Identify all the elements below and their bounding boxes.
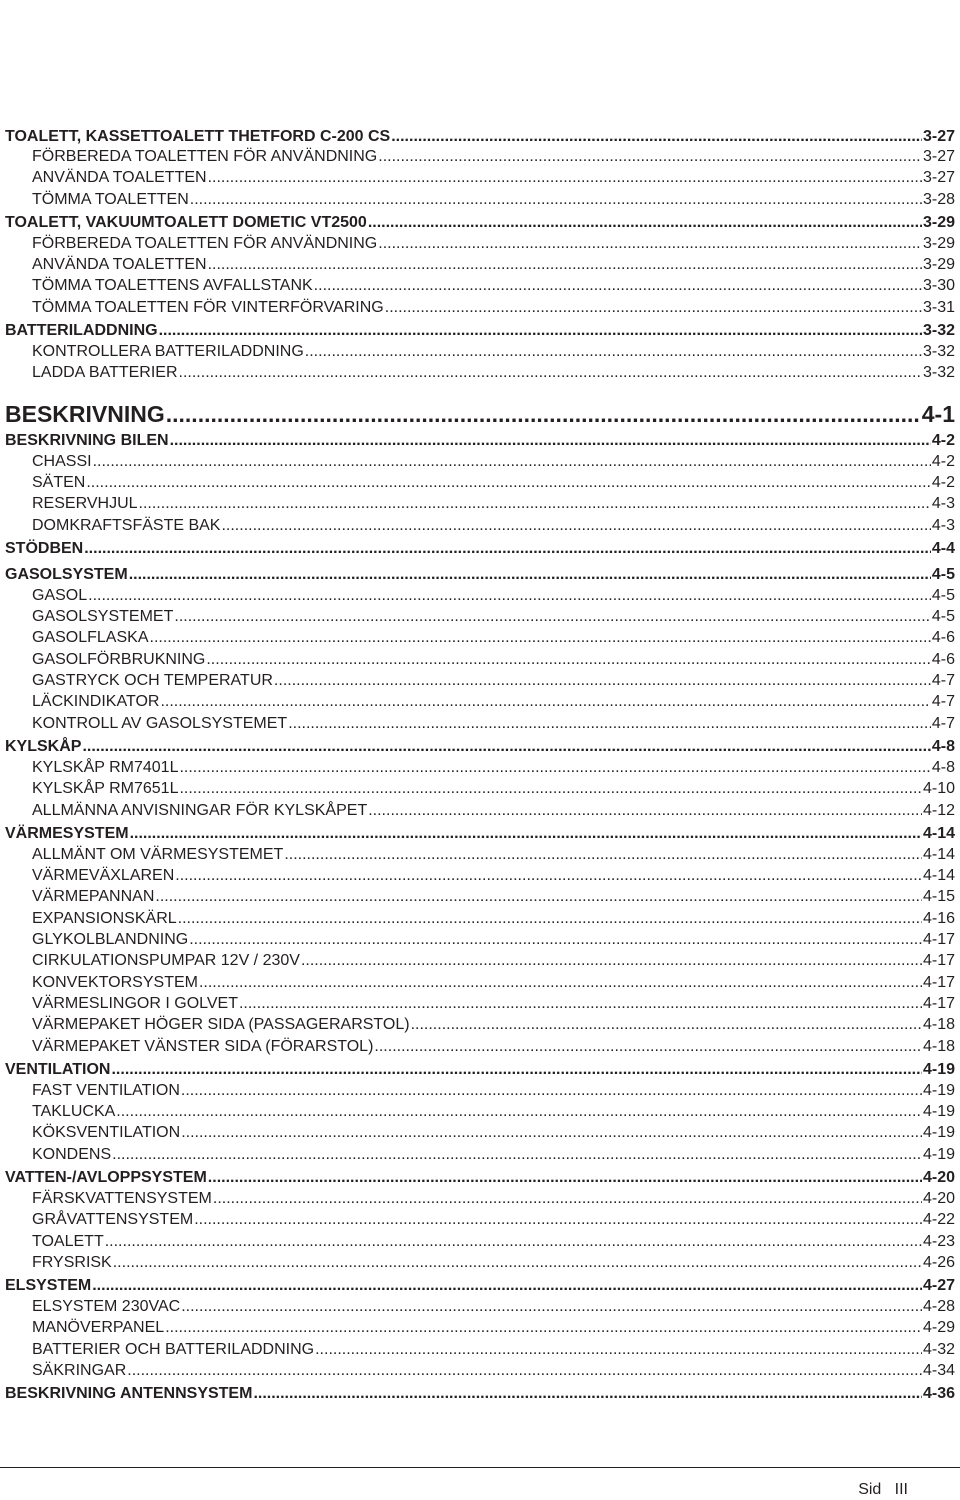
toc-leader-dots xyxy=(150,627,931,648)
toc-entry-title: SÄKRINGAR xyxy=(32,1362,127,1380)
toc-leader-dots xyxy=(179,757,930,778)
toc-entry-page: 3-27 xyxy=(922,128,955,145)
toc-leader-dots xyxy=(116,1101,922,1122)
toc-leader-dots xyxy=(86,472,931,493)
toc-entry-title: STÖDBEN xyxy=(5,539,84,557)
toc-leader-dots xyxy=(239,993,922,1014)
toc-leader-dots xyxy=(274,670,931,691)
footer-page-number xyxy=(858,1480,908,1500)
toc-entry-page: 4-20 xyxy=(922,1189,955,1207)
toc-entry-page: 4-15 xyxy=(922,888,955,906)
toc-subsection xyxy=(5,254,955,275)
toc-entry-page: 4-7 xyxy=(931,714,955,732)
toc-entry-title: KONTROLL AV GASOLSYSTEMET xyxy=(32,714,288,732)
toc-entry-page: 4-19 xyxy=(922,1081,955,1099)
toc-subsection xyxy=(5,1188,955,1209)
toc-leader-dots xyxy=(253,1381,922,1407)
toc-entry-title: VÄRMESLINGOR I GOLVET xyxy=(32,994,238,1012)
toc-leader-dots xyxy=(181,1122,922,1143)
toc-leader-dots xyxy=(113,1252,922,1273)
toc-subsection xyxy=(5,1339,955,1360)
toc-subsection xyxy=(5,606,955,627)
toc-entry-page: 3-29 xyxy=(922,234,955,252)
toc-subsection xyxy=(5,1144,955,1165)
toc-section xyxy=(5,1381,955,1407)
toc-entry-page: 4-3 xyxy=(931,516,955,534)
toc-subsection xyxy=(5,670,955,691)
toc-leader-dots xyxy=(155,886,922,907)
table-of-contents xyxy=(5,125,955,1407)
toc-entry-page: 4-7 xyxy=(931,672,955,690)
toc-entry-page: 3-30 xyxy=(922,277,955,295)
toc-entry-page: 4-28 xyxy=(922,1298,955,1316)
toc-subsection xyxy=(5,146,955,167)
toc-subsection xyxy=(5,297,955,318)
toc-leader-dots xyxy=(385,297,922,318)
toc-entry-title: ANVÄNDA TOALETTEN xyxy=(32,256,207,274)
toc-leader-dots xyxy=(314,275,922,296)
toc-subsection xyxy=(5,472,955,493)
toc-entry-page: 4-8 xyxy=(931,737,955,755)
toc-subsection xyxy=(5,1317,955,1338)
toc-entry-title: FAST VENTILATION xyxy=(32,1081,180,1099)
footer-page-value: III xyxy=(894,1481,908,1498)
toc-entry-page: 4-7 xyxy=(931,693,955,711)
toc-entry-title: GRÅVATTENSYSTEM xyxy=(32,1211,194,1229)
toc-entry-page: 4-18 xyxy=(922,1016,955,1034)
toc-entry-title: TÖMMA TOALETTEN xyxy=(32,190,189,208)
toc-leader-dots xyxy=(374,1036,922,1057)
toc-entry-page: 4-26 xyxy=(922,1253,955,1271)
toc-entry-title: GASOLFLASKA xyxy=(32,629,149,647)
toc-entry-page: 3-27 xyxy=(922,148,955,165)
toc-entry-page: 4-19 xyxy=(922,1124,955,1142)
toc-leader-dots xyxy=(84,536,931,562)
toc-leader-dots xyxy=(175,865,922,886)
toc-entry-page: 4-36 xyxy=(922,1385,955,1403)
toc-leader-dots xyxy=(93,451,931,472)
toc-subsection xyxy=(5,1014,955,1035)
toc-entry-page: 4-12 xyxy=(922,801,955,819)
toc-entry-title: TÖMMA TOALETTENS AVFALLSTANK xyxy=(32,277,313,295)
toc-subsection xyxy=(5,451,955,472)
toc-subsection xyxy=(5,757,955,778)
toc-entry-title: VÄRMEPAKET VÄNSTER SIDA (FÖRARSTOL) xyxy=(32,1037,374,1055)
toc-subsection xyxy=(5,275,955,296)
toc-entry-title: CIRKULATIONSPUMPAR 12V / 230V xyxy=(32,952,300,970)
toc-entry-page: 4-5 xyxy=(931,586,955,604)
toc-leader-dots xyxy=(139,493,931,514)
toc-entry-title: ELSYSTEM 230VAC xyxy=(32,1298,181,1316)
toc-entry-page: 4-6 xyxy=(931,650,955,668)
toc-subsection xyxy=(5,1360,955,1381)
toc-entry-page: 4-3 xyxy=(931,495,955,513)
toc-entry-title: TOALETT, KASSETTOALETT THETFORD C-200 CS xyxy=(5,128,391,145)
toc-entry-title: VENTILATION xyxy=(5,1060,111,1078)
toc-entry-page: 3-28 xyxy=(922,190,955,208)
toc-subsection xyxy=(5,189,955,210)
toc-leader-dots xyxy=(208,167,922,188)
toc-subsection xyxy=(5,1122,955,1143)
toc-subsection xyxy=(5,778,955,799)
footer-divider xyxy=(0,1467,960,1468)
toc-entry-title: TAKLUCKA xyxy=(32,1103,116,1121)
toc-entry-title: GASOLSYSTEM xyxy=(5,565,128,583)
toc-entry-page: 3-29 xyxy=(922,256,955,274)
toc-entry-page: 4-22 xyxy=(922,1211,955,1229)
toc-entry-page: 3-27 xyxy=(922,169,955,187)
toc-leader-dots xyxy=(178,908,922,929)
toc-entry-title: ALLMÄNNA ANVISNINGAR FÖR KYLSKÅPET xyxy=(32,801,368,819)
toc-entry-title: TÖMMA TOALETTEN FÖR VINTERFÖRVARING xyxy=(32,298,384,316)
toc-leader-dots xyxy=(181,1296,922,1317)
toc-entry-title: LÄCKINDIKATOR xyxy=(32,693,160,711)
toc-leader-dots xyxy=(105,1231,922,1252)
toc-entry-title: KYLSKÅP xyxy=(5,737,82,755)
toc-entry-page: 4-2 xyxy=(931,452,955,470)
toc-entry-title: KONTROLLERA BATTERILADDNING xyxy=(32,343,304,361)
toc-entry-title: RESERVHJUL xyxy=(32,495,138,513)
toc-entry-page: 3-32 xyxy=(922,343,955,361)
toc-entry-title: GASOL xyxy=(32,586,88,604)
toc-entry-title: VÄRMEVÄXLAREN xyxy=(32,867,175,885)
toc-subsection xyxy=(5,950,955,971)
toc-entry-title: TOALETT xyxy=(32,1232,104,1250)
toc-leader-dots xyxy=(301,950,922,971)
toc-entry-page: 4-2 xyxy=(931,431,955,449)
toc-entry-title: TOALETT, VAKUUMTOALETT DOMETIC VT2500 xyxy=(5,213,367,231)
toc-entry-title: ANVÄNDA TOALETTEN xyxy=(32,169,207,187)
toc-entry-title: BATTERILADDNING xyxy=(5,322,158,340)
toc-subsection xyxy=(5,585,955,606)
toc-entry-title: ELSYSTEM xyxy=(5,1277,92,1295)
toc-leader-dots xyxy=(160,691,930,712)
toc-entry-page: 4-19 xyxy=(922,1060,955,1078)
toc-leader-dots xyxy=(206,649,931,670)
toc-leader-dots xyxy=(305,341,922,362)
toc-entry-title: BESKRIVNING xyxy=(5,400,165,427)
toc-entry-title: GASTRYCK OCH TEMPERATUR xyxy=(32,672,273,690)
toc-subsection xyxy=(5,1036,955,1057)
toc-entry-title: VÄRMEPANNAN xyxy=(32,888,155,906)
toc-entry-page: 4-2 xyxy=(931,473,955,491)
toc-entry-page: 4-14 xyxy=(922,845,955,863)
toc-entry-title: KÖKSVENTILATION xyxy=(32,1124,181,1142)
toc-subsection xyxy=(5,493,955,514)
toc-subsection xyxy=(5,800,955,821)
toc-entry-title: BESKRIVNING ANTENNSYSTEM xyxy=(5,1385,253,1403)
toc-entry-page: 4-27 xyxy=(922,1277,955,1295)
toc-entry-page: 4-17 xyxy=(922,994,955,1012)
toc-leader-dots xyxy=(190,189,922,210)
toc-subsection xyxy=(5,1252,955,1273)
toc-entry-title: VATTEN-/AVLOPPSYSTEM xyxy=(5,1168,207,1186)
toc-subsection xyxy=(5,993,955,1014)
toc-leader-dots xyxy=(199,972,922,993)
toc-entry-page: 4-19 xyxy=(922,1103,955,1121)
toc-entry-page: 4-4 xyxy=(931,539,955,557)
toc-section xyxy=(5,536,955,562)
toc-leader-dots xyxy=(411,1014,922,1035)
toc-leader-dots xyxy=(284,844,922,865)
toc-subsection xyxy=(5,713,955,734)
toc-entry-page: 4-1 xyxy=(921,400,955,427)
toc-entry-title: ALLMÄNT OM VÄRMESYSTEMET xyxy=(32,845,284,863)
toc-chapter xyxy=(5,396,955,432)
toc-entry-title: FRYSRISK xyxy=(32,1253,112,1271)
toc-entry-title: BESKRIVNING BILEN xyxy=(5,431,169,449)
toc-subsection xyxy=(5,929,955,950)
toc-subsection xyxy=(5,1209,955,1230)
toc-entry-page: 4-5 xyxy=(931,565,955,583)
toc-entry-title: GASOLFÖRBRUKNING xyxy=(32,650,206,668)
toc-subsection xyxy=(5,844,955,865)
toc-entry-page: 4-23 xyxy=(922,1232,955,1250)
toc-entry-title: KYLSKÅP RM7651L xyxy=(32,780,179,798)
toc-entry-title: SÄTEN xyxy=(32,473,86,491)
footer-page-label: Sid xyxy=(858,1481,882,1498)
toc-leader-dots xyxy=(179,362,922,383)
toc-entry-title: KONDENS xyxy=(32,1145,112,1163)
toc-entry-title: DOMKRAFTSFÄSTE BAK xyxy=(32,516,221,534)
toc-subsection xyxy=(5,341,955,362)
toc-entry-page: 3-32 xyxy=(922,322,955,340)
toc-entry-page: 4-10 xyxy=(922,780,955,798)
toc-leader-dots xyxy=(181,1080,922,1101)
toc-leader-dots xyxy=(179,778,922,799)
toc-subsection xyxy=(5,649,955,670)
toc-entry-page: 3-32 xyxy=(922,364,955,382)
toc-entry-title: VÄRMEPAKET HÖGER SIDA (PASSAGERARSTOL) xyxy=(32,1016,410,1034)
toc-entry-page: 4-6 xyxy=(931,629,955,647)
toc-entry-page: 4-14 xyxy=(922,824,955,842)
toc-subsection xyxy=(5,972,955,993)
toc-entry-title: EXPANSIONSKÄRL xyxy=(32,909,177,927)
toc-entry-page: 3-29 xyxy=(922,213,955,231)
toc-subsection xyxy=(5,1231,955,1252)
toc-entry-page: 4-17 xyxy=(922,931,955,949)
toc-subsection xyxy=(5,167,955,188)
toc-leader-dots xyxy=(127,1360,922,1381)
toc-leader-dots xyxy=(174,606,931,627)
toc-entry-page: 4-29 xyxy=(922,1319,955,1337)
toc-subsection xyxy=(5,627,955,648)
toc-entry-title: KYLSKÅP RM7401L xyxy=(32,758,179,776)
toc-subsection xyxy=(5,362,955,383)
toc-leader-dots xyxy=(378,233,922,254)
toc-entry-page: 4-18 xyxy=(922,1037,955,1055)
toc-entry-page: 4-20 xyxy=(922,1168,955,1186)
toc-leader-dots xyxy=(378,146,922,167)
toc-entry-title: KONVEKTORSYSTEM xyxy=(32,973,198,991)
toc-entry-title: BATTERIER OCH BATTERILADDNING xyxy=(32,1340,315,1358)
toc-subsection xyxy=(5,908,955,929)
toc-leader-dots xyxy=(166,396,921,432)
toc-subsection xyxy=(5,865,955,886)
toc-entry-page: 4-17 xyxy=(922,973,955,991)
toc-subsection xyxy=(5,1296,955,1317)
toc-entry-title: FÖRBEREDA TOALETTEN FÖR ANVÄNDNING xyxy=(32,234,378,252)
toc-subsection xyxy=(5,1080,955,1101)
toc-entry-page: 4-16 xyxy=(922,909,955,927)
toc-leader-dots xyxy=(368,800,922,821)
toc-leader-dots xyxy=(213,1188,922,1209)
toc-subsection xyxy=(5,886,955,907)
toc-entry-page: 4-34 xyxy=(922,1362,955,1380)
toc-entry-page: 4-14 xyxy=(922,867,955,885)
toc-leader-dots xyxy=(194,1209,922,1230)
toc-leader-dots xyxy=(112,1144,922,1165)
toc-entry-page: 4-8 xyxy=(931,758,955,776)
toc-leader-dots xyxy=(221,515,930,536)
toc-entry-page: 4-17 xyxy=(922,952,955,970)
toc-entry-title: GASOLSYSTEMET xyxy=(32,608,174,626)
toc-entry-page: 4-5 xyxy=(931,608,955,626)
toc-entry-page: 4-32 xyxy=(922,1340,955,1358)
toc-subsection xyxy=(5,691,955,712)
toc-entry-title: LADDA BATTERIER xyxy=(32,364,178,382)
toc-entry-title: GLYKOLBLANDNING xyxy=(32,931,189,949)
toc-subsection xyxy=(5,1101,955,1122)
toc-leader-dots xyxy=(88,585,931,606)
toc-entry-title: MANÖVERPANEL xyxy=(32,1319,165,1337)
toc-subsection xyxy=(5,233,955,254)
toc-entry-title: FÖRBEREDA TOALETTEN FÖR ANVÄNDNING xyxy=(32,148,378,165)
toc-subsection xyxy=(5,515,955,536)
toc-entry-page: 3-31 xyxy=(922,298,955,316)
toc-entry-title: VÄRMESYSTEM xyxy=(5,824,129,842)
toc-leader-dots xyxy=(315,1339,922,1360)
toc-leader-dots xyxy=(189,929,922,950)
toc-entry-title: FÄRSKVATTENSYSTEM xyxy=(32,1189,212,1207)
toc-entry-page: 4-19 xyxy=(922,1145,955,1163)
toc-leader-dots xyxy=(208,254,922,275)
toc-entry-title: CHASSI xyxy=(32,452,92,470)
toc-leader-dots xyxy=(165,1317,922,1338)
toc-leader-dots xyxy=(288,713,931,734)
